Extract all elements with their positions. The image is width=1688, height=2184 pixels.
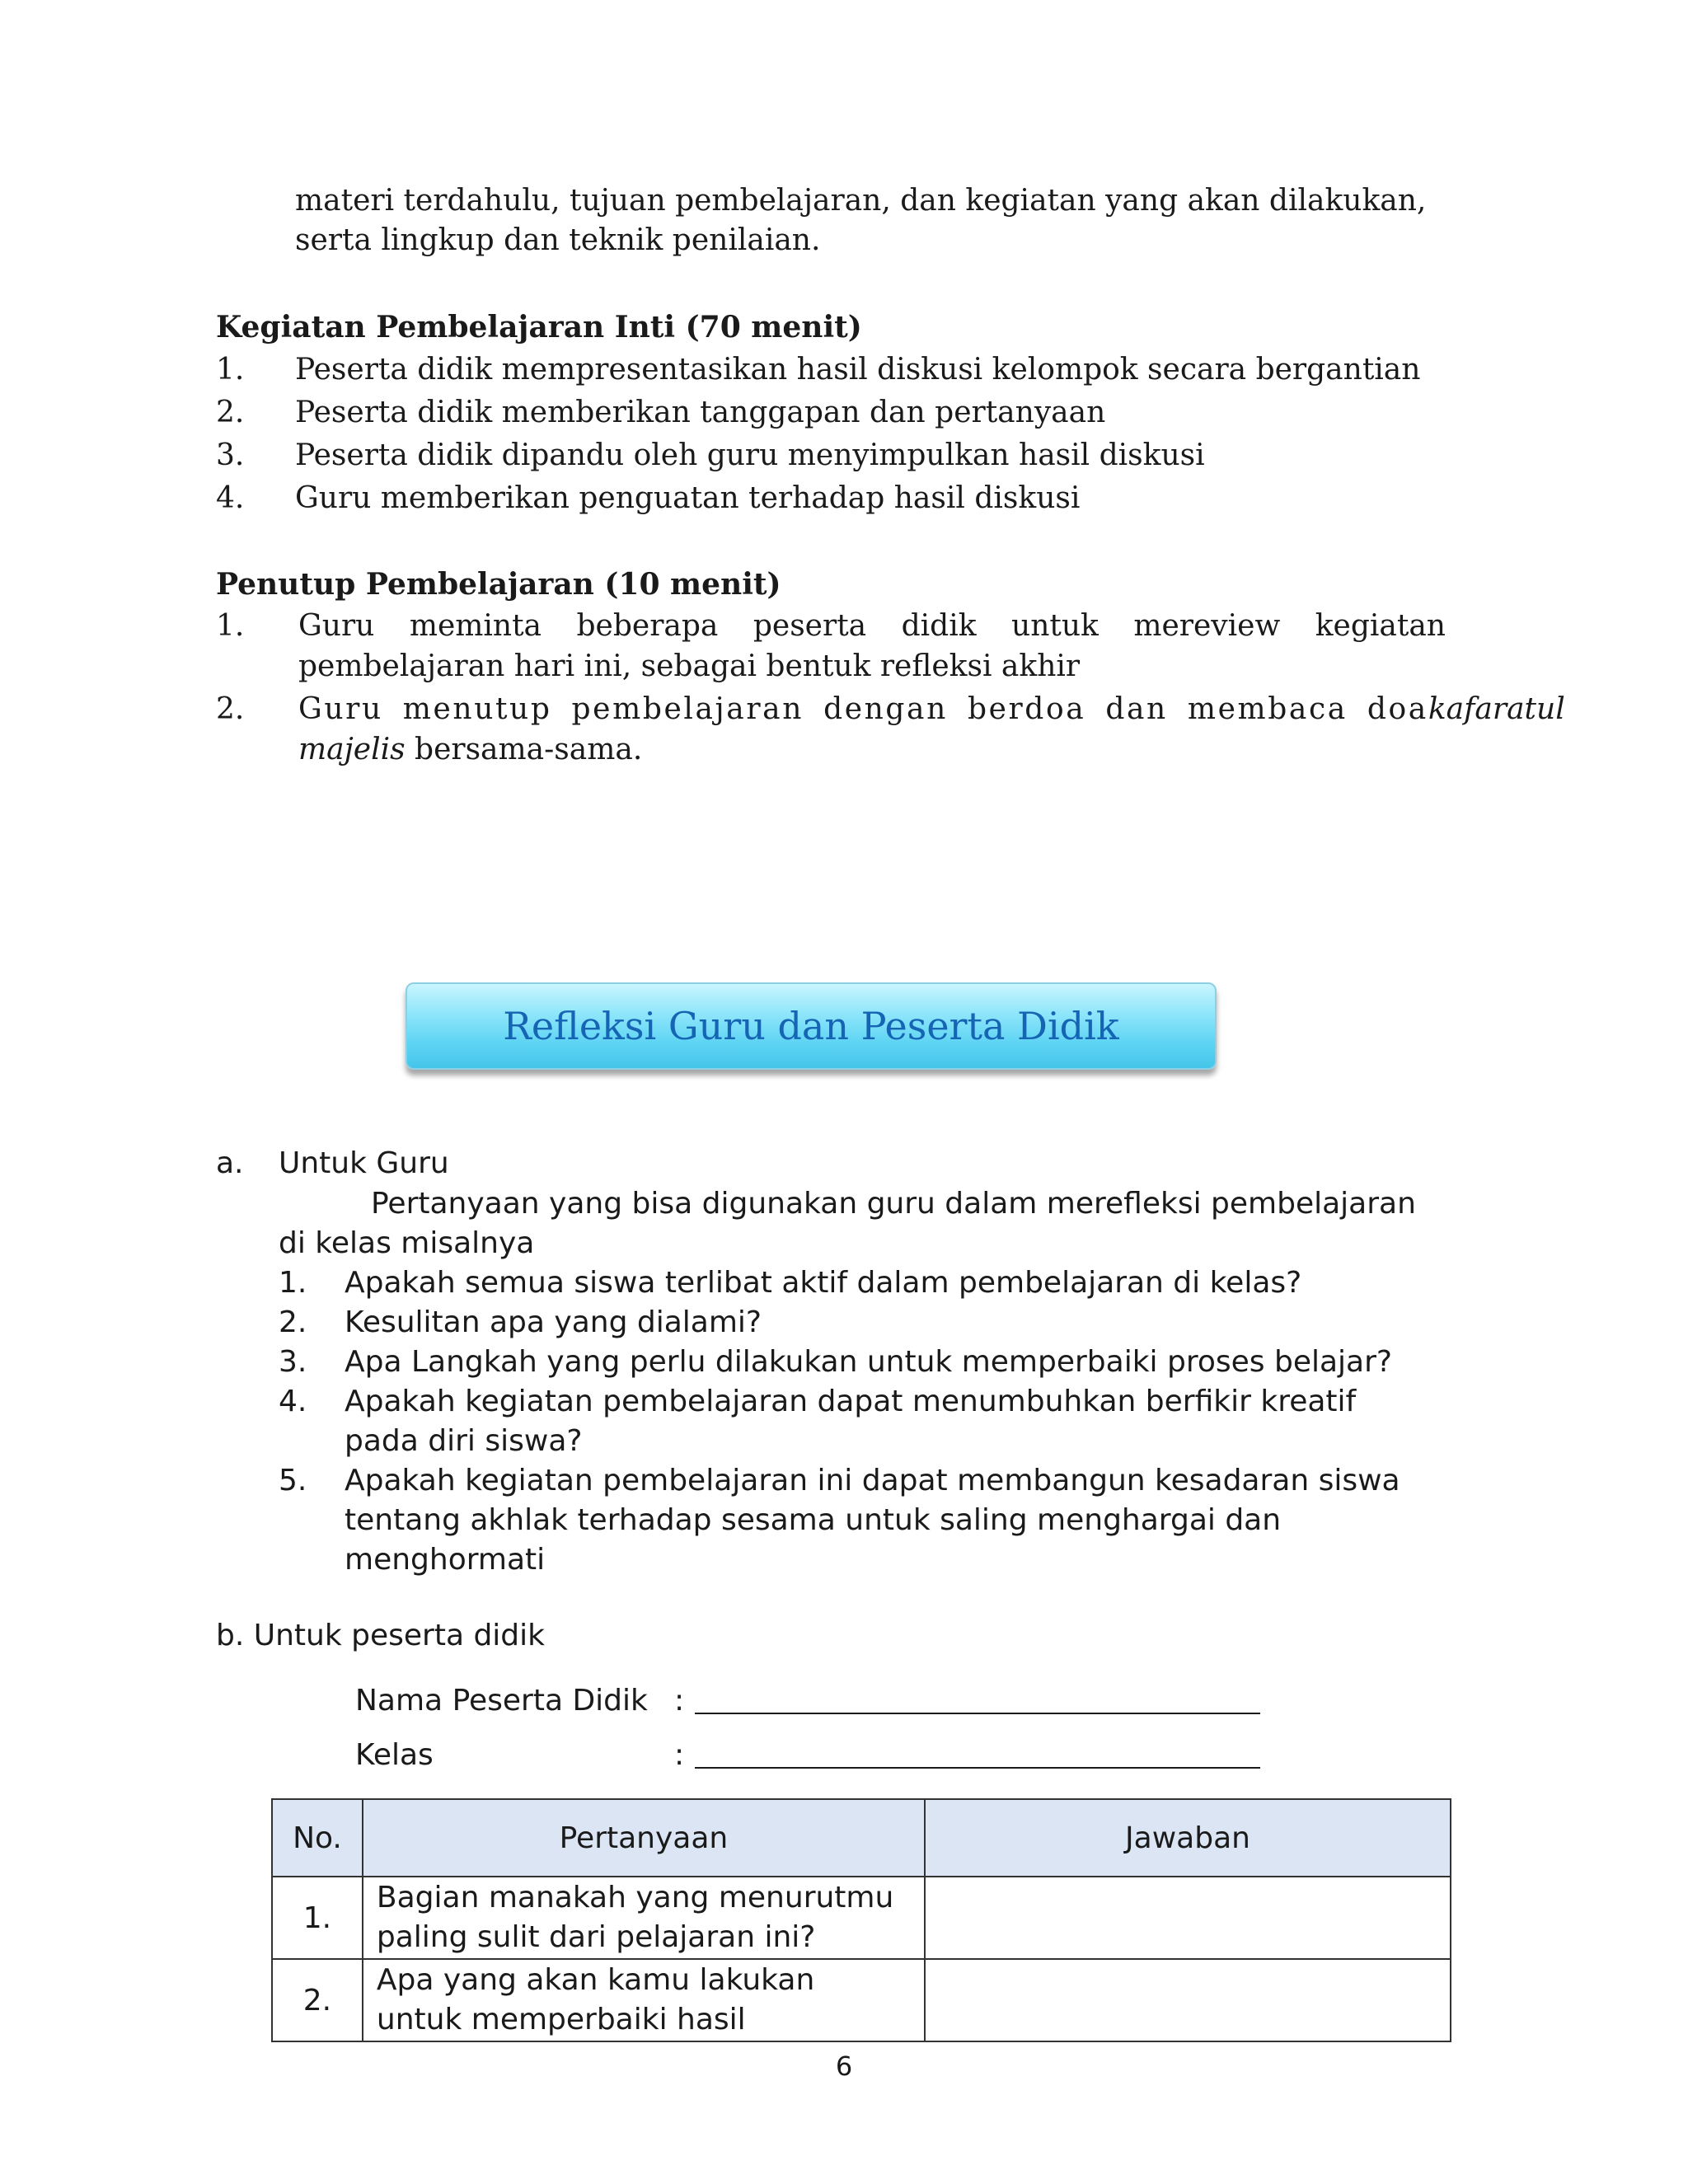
- inti-item-1-text: Peserta didik mempresentasikan hasil diskusi kelompok secara bergantian: [295, 353, 1421, 387]
- inti-item-4-num: 4.: [216, 481, 245, 515]
- row-2-question-line-1: Apa yang akan kamu lakukan: [376, 1963, 815, 1997]
- nama-label: Nama Peserta Didik: [355, 1684, 648, 1718]
- penutup-item-2-italic-1: kafaratul: [1428, 692, 1565, 726]
- inti-item-1-num: 1.: [216, 353, 245, 387]
- guru-label: a.: [216, 1146, 244, 1180]
- penutup-item-1-num: 1.: [216, 609, 245, 643]
- guru-intro-line-1: Pertanyaan yang bisa digunakan guru dalam merefleksi pembelajaran: [371, 1187, 1416, 1221]
- inti-item-3-num: 3.: [216, 438, 245, 472]
- row-1-question: [363, 1877, 925, 1959]
- row-1-question-line-2: paling sulit dari pelajaran ini?: [376, 1920, 816, 1954]
- penutup-item-2-line-2: [298, 729, 642, 771]
- row-2-num: 2.: [272, 1959, 363, 2041]
- guru-q1-text: Apakah semua siswa terlibat aktif dalam pembelajaran di kelas?: [345, 1266, 1302, 1300]
- guru-q2-text: Kesulitan apa yang dialami?: [345, 1305, 762, 1339]
- penutup-item-1-line-2: pembelajaran hari ini, sebagai bentuk refleksi akhir: [298, 649, 1081, 683]
- inti-item-2-num: 2.: [216, 396, 245, 429]
- section-banner-title: Refleksi Guru dan Peserta Didik: [503, 1004, 1119, 1048]
- row-2-answer[interactable]: [925, 1959, 1451, 2041]
- header-jawaban: Jawaban: [925, 1799, 1451, 1877]
- row-1-answer[interactable]: [925, 1877, 1451, 1959]
- siswa-title: b. Untuk peserta didik: [216, 1619, 546, 1652]
- guru-q5-num: 5.: [279, 1464, 307, 1497]
- intro-line-2: serta lingkup dan teknik penilaian.: [295, 223, 821, 257]
- nama-colon: :: [674, 1684, 685, 1718]
- penutup-item-2-post: bersama-sama.: [405, 733, 643, 766]
- inti-item-2-text: Peserta didik memberikan tanggapan dan pertanyaan: [295, 396, 1106, 429]
- row-2-question: [363, 1959, 925, 2041]
- guru-q3-text: Apa Langkah yang perlu dilakukan untuk memperbaiki proses belajar?: [345, 1345, 1393, 1379]
- kelas-input-line[interactable]: [695, 1767, 1260, 1769]
- guru-q5-line-1: Apakah kegiatan pembelajaran ini dapat membangun kesadaran siswa: [345, 1464, 1400, 1497]
- row-1-num: 1.: [272, 1877, 363, 1959]
- penutup-item-2-line-1: [298, 689, 1565, 730]
- guru-q3-num: 3.: [279, 1345, 307, 1379]
- header-pertanyaan: Pertanyaan: [363, 1799, 925, 1877]
- page-number: 6: [835, 2050, 853, 2082]
- reflection-table: [271, 1798, 1451, 2042]
- inti-item-3-text: Peserta didik dipandu oleh guru menyimpulkan hasil diskusi: [295, 438, 1205, 472]
- table-row: [272, 1877, 1451, 1959]
- penutup-item-1-line-1: Guru meminta beberapa peserta didik untuk mereview kegiatan: [298, 609, 1446, 643]
- section-banner: [406, 982, 1217, 1070]
- row-1-question-line-1: Bagian manakah yang menurutmu: [376, 1881, 894, 1915]
- guru-q5-line-3: menghormati: [345, 1543, 546, 1577]
- penutup-item-2-num: 2.: [216, 692, 245, 726]
- inti-heading: Kegiatan Pembelajaran Inti (70 menit): [216, 310, 862, 344]
- table-row: [272, 1959, 1451, 2041]
- penutup-item-2-pre: Guru menutup pembelajaran dengan berdoa dan membaca doa: [298, 692, 1428, 726]
- penutup-item-2-italic-2: majelis: [298, 733, 406, 766]
- nama-input-line[interactable]: [695, 1713, 1260, 1714]
- guru-q1-num: 1.: [279, 1266, 307, 1300]
- guru-q4-line-2: pada diri siswa?: [345, 1424, 583, 1458]
- kelas-label: Kelas: [355, 1738, 434, 1772]
- guru-intro-line-2: di kelas misalnya: [279, 1226, 535, 1260]
- guru-q2-num: 2.: [279, 1305, 307, 1339]
- row-2-question-line-2: untuk memperbaiki hasil: [376, 2003, 746, 2036]
- guru-q4-line-1: Apakah kegiatan pembelajaran dapat menumbuhkan berfikir kreatif: [345, 1385, 1357, 1418]
- kelas-colon: :: [674, 1738, 685, 1772]
- header-no: No.: [272, 1799, 363, 1877]
- penutup-heading: Penutup Pembelajaran (10 menit): [216, 567, 781, 602]
- guru-title: Untuk Guru: [279, 1146, 449, 1180]
- guru-q5-line-2: tentang akhlak terhadap sesama untuk saling menghargai dan: [345, 1503, 1282, 1537]
- intro-line-1: materi terdahulu, tujuan pembelajaran, dan kegiatan yang akan dilakukan,: [295, 184, 1427, 218]
- table-header-row: [272, 1799, 1451, 1877]
- guru-q4-num: 4.: [279, 1385, 307, 1418]
- inti-item-4-text: Guru memberikan penguatan terhadap hasil diskusi: [295, 481, 1081, 515]
